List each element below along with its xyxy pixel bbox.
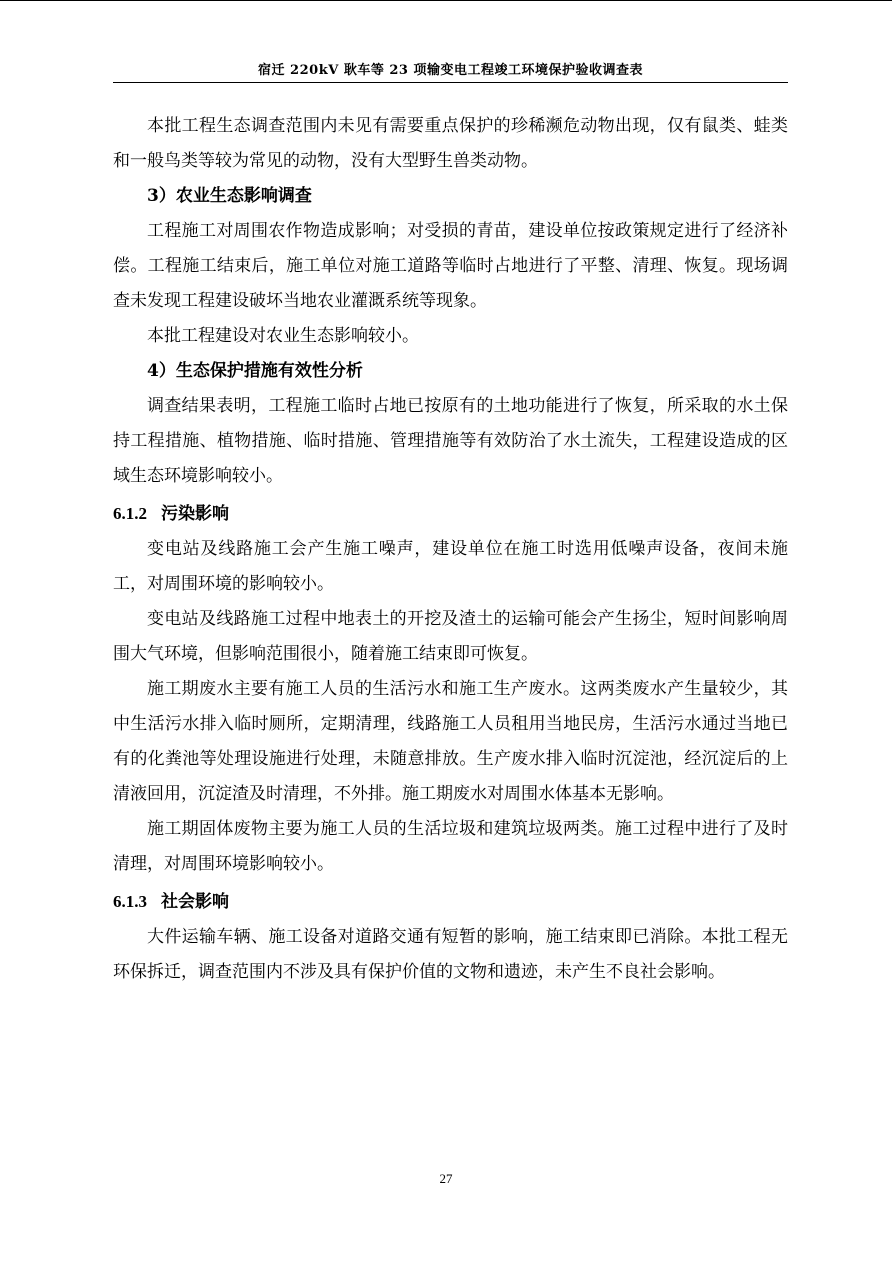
paragraph-social-impact: 大件运输车辆、施工设备对道路交通有短暂的影响，施工结束即已消除。本批工程无环保拆迁，调查范围内不涉及具有保护价值的文物和遗迹，未产生不良社会影响。: [113, 927, 788, 982]
paragraph-agriculture-impact: 工程施工对周围农作物造成影响；对受损的青苗，建设单位按政策规定进行了经济补偿。工程施工结束后，施工单位对施工道路等临时占地进行了平整、清理、恢复。现场调查未发现工程建设破坏当地农业灌溉系统等现象。: [113, 221, 788, 311]
section-number: 6.1.3: [113, 892, 147, 911]
paragraph-animals: 本批工程生态调查范围内未见有需要重点保护的珍稀濒危动物出现，仅有鼠类、蛙类和一般鸟类等较为常见的动物，没有大型野生兽类动物。: [113, 116, 788, 171]
section-heading-pollution: [113, 496, 788, 532]
header-rule: [113, 82, 788, 83]
paragraph-solid-waste: 施工期固体废物主要为施工人员的生活垃圾和建筑垃圾两类。施工过程中进行了及时清理，对周围环境影响较小。: [113, 819, 788, 874]
section-title: 社会影响: [161, 892, 229, 912]
page-number: 27: [439, 1171, 453, 1186]
section-heading-social: [113, 884, 788, 920]
section-number: 6.1.2: [113, 504, 147, 523]
page-top-border: [0, 0, 892, 1]
section-title: 污染影响: [161, 504, 229, 524]
heading-agricultural-ecology: 3）农业生态影响调查: [147, 186, 312, 206]
running-header: 宿迁 220kV 耿车等 23 项输变电工程竣工环境保护验收调查表: [258, 63, 643, 78]
heading-protection-effectiveness: 4）生态保护措施有效性分析: [147, 361, 363, 381]
paragraph-noise: 变电站及线路施工会产生施工噪声，建设单位在施工时选用低噪声设备，夜间未施工，对周围环境的影响较小。: [113, 539, 788, 594]
paragraph-dust: 变电站及线路施工过程中地表土的开挖及渣土的运输可能会产生扬尘，短时间影响周围大气环境，但影响范围很小，随着施工结束即可恢复。: [113, 609, 788, 664]
paragraph-wastewater: 施工期废水主要有施工人员的生活污水和施工生产废水。这两类废水产生量较少，其中生活污水排入临时厕所，定期清理，线路施工人员租用当地民房，生活污水通过当地已有的化粪池等处理设施进行处理，未随意排放。生产废水排入临时沉淀池，经沉淀后的上清液回用，沉淀渣及时清理，不外排。施工期废水对周围水体基本无影响。: [113, 679, 788, 804]
document-body: [113, 109, 788, 990]
paragraph-protection-measures: 调查结果表明，工程施工临时占地已按原有的土地功能进行了恢复，所采取的水土保持工程措施、植物措施、临时措施、管理措施等有效防治了水土流失，工程建设造成的区域生态环境影响较小。: [113, 396, 788, 486]
paragraph-agriculture-summary: 本批工程建设对农业生态影响较小。: [147, 326, 419, 346]
